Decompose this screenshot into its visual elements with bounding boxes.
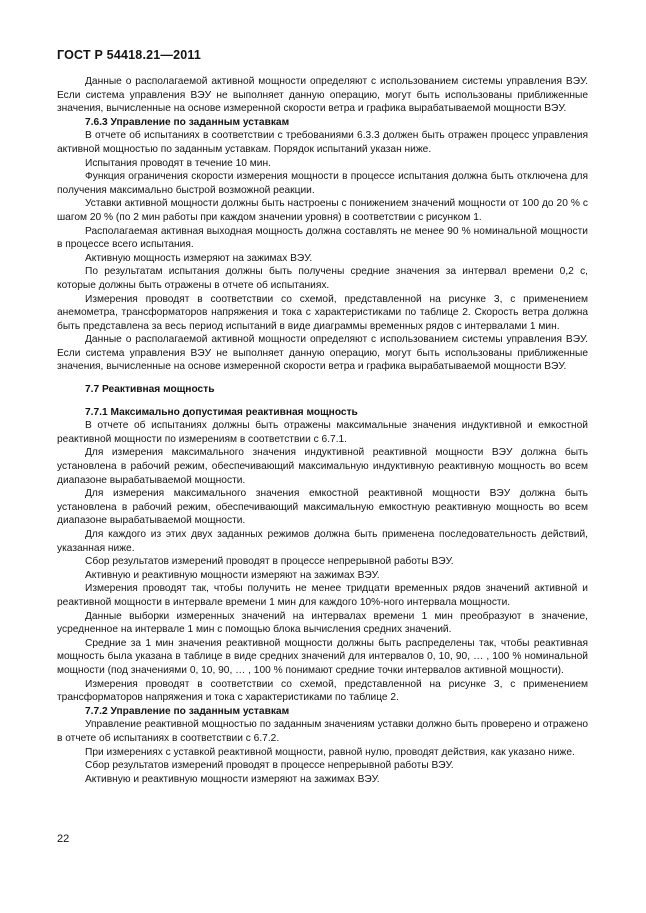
section-heading: 7.7.2 Управление по заданным уставкам: [85, 705, 290, 717]
document-header: ГОСТ Р 54418.21—2011: [57, 48, 202, 62]
page-number: 22: [57, 833, 70, 845]
paragraph: Измерения проводят в соответствии со схемой, представленной на рисунке 3, с применением анемометра, трансформаторов напряжения и тока с характеристиками по таблице 2. Скорость ветра должна быть представлена за весь период испытаний в виде диаграммы временных рядов с интервалами 1 мин.: [57, 293, 588, 332]
paragraph: По результатам испытания должны быть получены средние значения за интервал времени 0,2 с, которые должны быть отражены в отчете об испытаниях.: [57, 266, 588, 291]
paragraph: Сбор результатов измерений проводят в процессе непрерывной работы ВЭУ.: [85, 760, 454, 772]
paragraph: Средние за 1 мин значения реактивной мощности должны быть распределены так, чтобы реактивная мощность была указана в таблице в виде средних значений для интервалов 0, 10, 90, … , 100 % номинальной мощности (под значениями 0, 10, 90, … , 100 % понимают средние точки интервалов активной мощности).: [57, 637, 588, 676]
paragraph: Активную и реактивную мощности измеряют на зажимах ВЭУ.: [85, 569, 380, 581]
paragraph: Активную мощность измеряют на зажимах ВЭУ.: [85, 252, 313, 264]
paragraph: Управление реактивной мощностью по заданным значениям уставки должно быть проверено и отражено в отчете об испытаниях в соответствии с 6.7.2.: [57, 719, 588, 744]
paragraph: Данные о располагаемой активной мощности определяют с использованием системы управления ВЭУ. Если система управления ВЭУ не выполняет данную операцию, могут быть использованы приближенные значения, вычисленные на основе измеренной скорости ветра и графика вырабатываемой мощности ВЭУ.: [57, 76, 588, 115]
paragraph: Данные выборки измеренных значений на интервалах времени 1 мин преобразуют в значение, усредненное на интервале 1 мин с помощью блока вычисления средних значений.: [57, 610, 588, 636]
paragraph: Данные о располагаемой активной мощности определяют с использованием системы управления ВЭУ. Если система управления ВЭУ не выполняет данную операцию, могут быть использованы приближенные значения, вычисленные на основе измеренной скорости ветра и графика вырабатываемой мощности ВЭУ.: [57, 334, 588, 373]
paragraph: Измерения проводят так, чтобы получить не менее тридцати временных рядов значений активной и реактивной мощности в интервале времени 1 мин для каждого 10%-ного интервала мощности.: [57, 583, 588, 608]
paragraph: Функция ограничения скорости измерения мощности в процессе испытания должна быть отключена для получения максимально быстрой возможной реакции.: [57, 171, 588, 196]
paragraph: Измерения проводят в соответствии со схемой, представленной на рисунке 3, с применением трансформаторов напряжения и тока с характеристиками по таблице 2.: [57, 678, 588, 704]
paragraph: Активную и реактивную мощности измеряют на зажимах ВЭУ.: [85, 773, 380, 785]
paragraph: В отчете об испытаниях в соответствии с требованиями 6.3.3 должен быть отражен процесс управления активной мощностью по заданным уставкам. Порядок испытаний указан ниже.: [57, 130, 588, 155]
paragraph: В отчете об испытаниях должны быть отражены максимальные значения индуктивной и емкостной реактивной мощности по измерениям в соответствии с 6.7.1.: [57, 420, 588, 445]
paragraph: Для каждого из этих двух заданных режимов должна быть применена последовательность действий, указанная ниже.: [57, 529, 588, 554]
paragraph: Сбор результатов измерений проводят в процессе непрерывной работы ВЭУ.: [85, 556, 454, 568]
document-body: [57, 75, 588, 786]
section-heading: 7.7.1 Максимально допустимая реактивная мощность: [85, 406, 358, 418]
paragraph: Для измерения максимального значения индуктивной реактивной мощности ВЭУ должна быть установлена в рабочий режим, обеспечивающий максимальную индуктивную реактивную мощность во всем диапазоне вырабатываемой мощности.: [57, 447, 588, 486]
paragraph: Уставки активной мощности должны быть настроены с понижением значений мощности от 100 до 20 % с шагом 20 % (по 2 мин работы при каждом значении уровня) в соответствии с рисунком 1.: [57, 198, 588, 223]
paragraph: Испытания проводят в течение 10 мин.: [85, 157, 271, 169]
section-heading: 7.7 Реактивная мощность: [85, 384, 215, 396]
paragraph: При измерениях с уставкой реактивной мощности, равной нулю, проводят действия, как указано ниже.: [85, 746, 575, 758]
paragraph: Располагаемая активная выходная мощность должна составлять не менее 90 % номинальной мощности в процессе всего испытания.: [57, 225, 588, 251]
paragraph: Для измерения максимального значения емкостной реактивной мощности ВЭУ должна быть установлена в рабочий режим, обеспечивающий максимальную емкостную реактивную мощность во всем диапазоне вырабатываемой мощности.: [57, 488, 588, 527]
section-heading: 7.6.3 Управление по заданным уставкам: [85, 116, 290, 128]
